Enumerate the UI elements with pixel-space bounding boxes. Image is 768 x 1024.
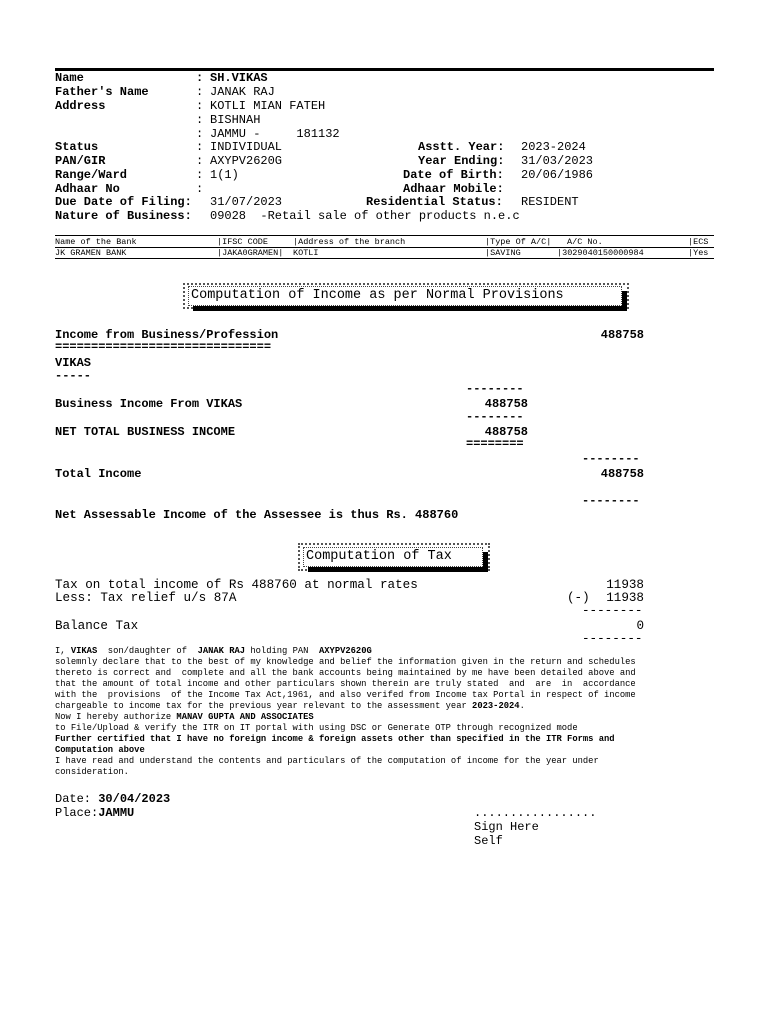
place-value: JAMMU <box>98 806 135 820</box>
declaration-line-4: that the amount of total income and other particulars shown therein are truly stated and are in accordance <box>55 679 636 689</box>
declaration-line-9: Further certified that I have no foreign income & foreign assets other than specified in the ITR Forms and <box>55 734 615 744</box>
res-status-value: RESIDENT <box>521 195 579 209</box>
declaration-line-6: chargeable to income tax for the previous year relevant to the assessment year 2023-2024. <box>55 701 525 711</box>
bank-acno-cell: |3029040150000984 <box>557 248 644 258</box>
declaration-line-11: I have read and understand the contents and particulars of the computation of income for the year under <box>55 756 599 766</box>
bank-type-cell: |SAVING <box>485 248 521 258</box>
business-head-amount: 488758 <box>600 328 644 342</box>
declarant-father: JANAK RAJ <box>197 646 246 656</box>
signatory-self: Self <box>474 834 503 848</box>
name-colon: : <box>196 71 204 85</box>
proprietor-name: VIKAS <box>55 356 92 370</box>
bank-address-cell: KOTLI <box>293 248 319 258</box>
bank-header-ecs: |ECS <box>688 237 709 247</box>
balance-tax-label: Balance Tax <box>55 619 139 633</box>
net-assessable-income: Net Assessable Income of the Assessee is thus Rs. 488760 <box>55 508 459 522</box>
status-label: Status <box>55 140 99 154</box>
bank-name-cell: JK GRAMEN BANK <box>55 248 127 258</box>
father-colon: : <box>196 85 204 99</box>
declaration-line-2: solemnly declare that to the best of my knowledge and belief the information given in the return and schedules <box>55 657 636 667</box>
dash-line-1: -------- <box>466 382 524 396</box>
dash-line-2: -------- <box>466 410 524 424</box>
adhaar-mobile-label: Adhaar Mobile: <box>403 182 504 196</box>
date-value: 30/04/2023 <box>98 792 171 806</box>
range-label: Range/Ward <box>55 168 128 182</box>
tax-relief-label: Less: Tax relief u/s 87A <box>55 591 237 605</box>
signature-dots: ................. <box>474 806 597 820</box>
tax-dash-2: -------- <box>582 632 643 646</box>
date-line: Date: 30/04/2023 <box>55 792 171 806</box>
business-income-amount: 488758 <box>484 397 528 411</box>
asst-year-value: 2023-2024 <box>521 140 586 154</box>
nature-value: 09028 -Retail sale of other products n.e.c <box>210 209 520 223</box>
year-ending-value: 31/03/2023 <box>521 154 594 168</box>
bank-header-type: |Type Of A/C| <box>485 237 552 247</box>
bank-header-ifsc: |IFSC CODE <box>217 237 269 247</box>
father-label: Father's Name <box>55 85 149 99</box>
tax-relief-sign: (-) <box>567 591 590 605</box>
pan-label: PAN/GIR <box>55 154 106 168</box>
declaration-line-5: with the provisions of the Income Tax Act,1961, and also verifed from Income tax Portal in respect of income <box>55 690 636 700</box>
due-date-label: Due Date of Filing: <box>55 195 192 209</box>
dash-line-3: -------- <box>582 452 640 466</box>
net-business-amount: 488758 <box>484 425 528 439</box>
adhaar-label: Adhaar No <box>55 182 120 196</box>
tax-normal-amount: 11938 <box>606 578 644 592</box>
tax-banner: Computation of Tax <box>303 547 483 567</box>
address-line-1: KOTLI MIAN FATEH <box>210 99 326 113</box>
declaration-line-10: Computation above <box>55 745 145 755</box>
tax-normal-label: Tax on total income of Rs 488760 at normal rates <box>55 578 418 592</box>
due-date-value: 31/07/2023 <box>210 195 283 209</box>
declaration-line-8: to File/Upload & verify the ITR on IT portal with using DSC or Generate OTP through recognized mode <box>55 723 578 733</box>
dob-label: Date of Birth: <box>403 168 504 182</box>
address-line-3: JAMMU - 181132 <box>210 127 340 141</box>
year-ending-label: Year Ending: <box>418 154 505 168</box>
top-rule <box>55 68 714 71</box>
status-value: INDIVIDUAL <box>210 140 283 154</box>
dash-line-4: -------- <box>582 494 640 508</box>
asst-year-label: Asstt. Year: <box>418 140 505 154</box>
sign-here-label: Sign Here <box>474 820 539 834</box>
bank-top-rule <box>55 235 714 236</box>
bank-header-address: |Address of the branch <box>293 237 406 247</box>
res-status-label: Residential Status: <box>366 195 503 209</box>
nature-label: Nature of Business: <box>55 209 192 223</box>
dob-value: 20/06/1986 <box>521 168 594 182</box>
declarant-pan: AXYPV2620G <box>318 646 372 656</box>
pan-value: AXYPV2620G <box>210 154 283 168</box>
declaration-line-1: I, VIKAS son/daughter of JANAK RAJ holding PAN AXYPV2620G <box>55 646 372 656</box>
place-line: Place:JAMMU <box>55 806 135 820</box>
assessment-year: 2023-2024 <box>472 701 520 711</box>
balance-tax-amount: 0 <box>636 619 644 633</box>
business-head-underline: ============================== <box>55 340 272 354</box>
business-head-label: Income from Business/Profession <box>55 328 279 342</box>
business-income-label: Business Income From VIKAS <box>55 397 243 411</box>
father-value: JANAK RAJ <box>210 85 275 99</box>
proprietor-underline: ----- <box>55 369 92 383</box>
declaration-line-12: consideration. <box>55 767 129 777</box>
tax-relief-amount: 11938 <box>606 591 644 605</box>
net-business-label: NET TOTAL BUSINESS INCOME <box>55 425 236 439</box>
bank-bottom-rule <box>55 258 714 259</box>
name-label: Name <box>55 71 84 85</box>
computation-banner: Computation of Income as per Normal Provisions <box>188 286 622 306</box>
address-label: Address <box>55 99 106 113</box>
address-line-2: BISHNAH <box>210 113 261 127</box>
tax-dash-1: -------- <box>582 604 643 618</box>
bank-header-name: Name of the Bank <box>55 237 137 247</box>
bank-ifsc-cell: |JAKA0GRAMEN| <box>217 248 284 258</box>
bank-header-acno: A/C No. <box>567 237 603 247</box>
name-value: SH.VIKAS <box>210 71 268 85</box>
declarant-name: VIKAS <box>70 646 98 656</box>
declaration-line-7: Now I hereby authorize MANAV GUPTA AND ASSOCIATES <box>55 712 314 722</box>
equals-line: ======== <box>466 437 524 451</box>
total-income-amount: 488758 <box>600 467 644 481</box>
bank-ecs-cell: |Yes <box>688 248 709 258</box>
declaration-line-3: thereto is correct and complete and all the bank accounts being maintained by me have been detailed above and <box>55 668 636 678</box>
authorized-firm: MANAV GUPTA AND ASSOCIATES <box>176 712 314 722</box>
range-value: 1(1) <box>210 168 239 182</box>
total-income-label: Total Income <box>55 467 142 481</box>
